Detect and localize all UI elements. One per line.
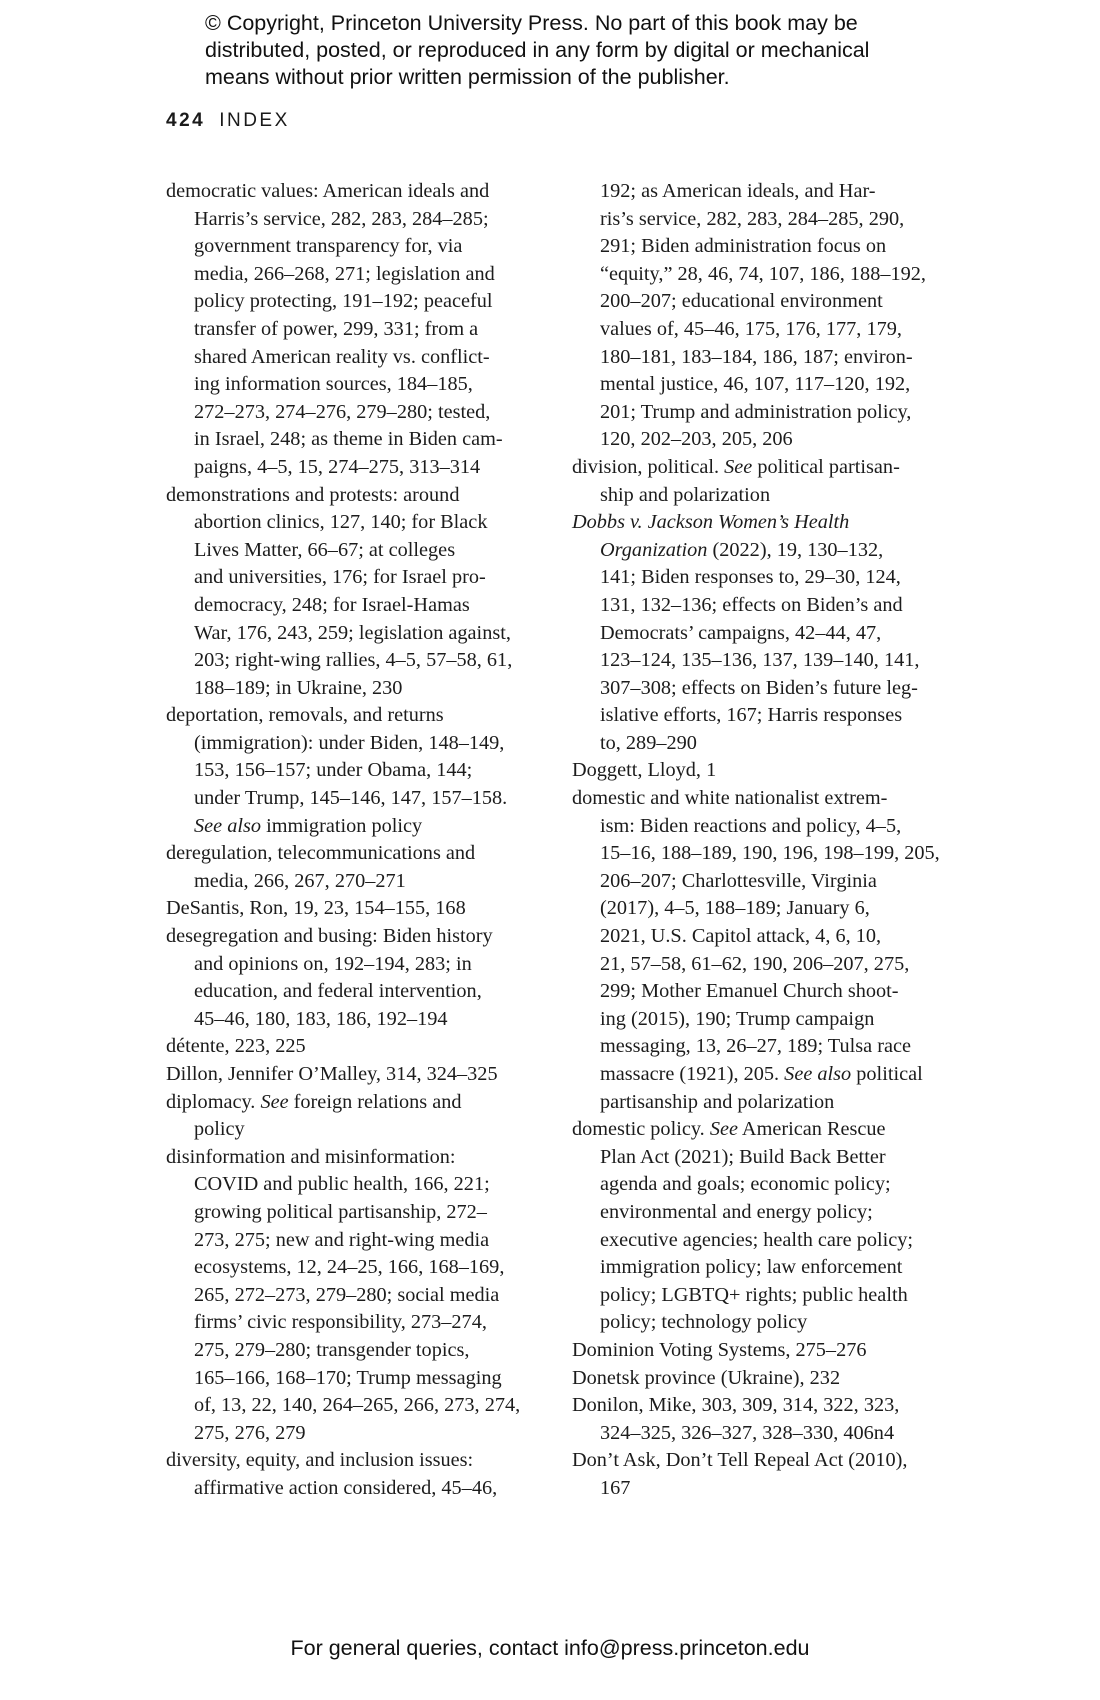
index-text: democratic values: American ideals and	[166, 180, 490, 202]
index-text: 21, 57–58, 61–62, 190, 206–207, 275,	[600, 952, 910, 975]
index-text: 275, 276, 279	[194, 1421, 306, 1444]
index-text: 203; right-wing rallies, 4–5, 57–58, 61,	[194, 649, 513, 672]
index-continuation-line	[572, 316, 944, 344]
index-continuation-line	[166, 1420, 538, 1448]
index-continuation-line	[572, 840, 944, 868]
index-column-left	[166, 178, 538, 1503]
index-continuation-line	[572, 813, 944, 841]
page-number: 424	[166, 110, 206, 131]
index-continuation-line	[572, 261, 944, 289]
index-text: “equity,” 28, 46, 74, 107, 186, 188–192,	[600, 262, 926, 285]
index-continuation-line	[572, 178, 944, 206]
index-continuation-line	[572, 868, 944, 896]
index-continuation-line	[166, 1006, 538, 1034]
index-continuation-line	[166, 1337, 538, 1365]
index-text: policy; technology policy	[600, 1311, 808, 1334]
index-entry-line	[572, 1392, 944, 1420]
index-continuation-line	[166, 978, 538, 1006]
index-continuation-line	[572, 564, 944, 592]
index-text: COVID and public health, 166, 221;	[194, 1173, 490, 1196]
index-text: in Israel, 248; as theme in Biden cam-	[194, 428, 503, 451]
index-text: partisanship and polarization	[600, 1090, 835, 1113]
index-text: under Trump, 145–146, 147, 157–158.	[194, 787, 508, 810]
index-continuation-line	[166, 454, 538, 482]
index-continuation-line	[572, 1089, 944, 1117]
index-text: policy	[194, 1118, 245, 1141]
index-continuation-line	[572, 592, 944, 620]
index-entry-line	[166, 702, 538, 730]
index-continuation-line	[166, 371, 538, 399]
copyright-notice	[205, 10, 965, 91]
index-text: Donilon, Mike, 303, 309, 314, 322, 323,	[572, 1394, 900, 1417]
index-italic-text: See also	[784, 1063, 852, 1085]
index-continuation-line	[166, 1199, 538, 1227]
index-text: foreign relations and	[288, 1090, 462, 1113]
index-entry-line	[572, 757, 944, 785]
index-text: government transparency for, via	[194, 235, 463, 258]
index-text: (immigration): under Biden, 148–149,	[194, 731, 505, 754]
index-continuation-line	[166, 1392, 538, 1420]
index-entry-line	[166, 178, 538, 206]
index-text: transfer of power, 299, 331; from a	[194, 317, 479, 340]
index-text: Don’t Ask, Don’t Tell Repeal Act (2010),	[572, 1449, 908, 1472]
index-continuation-line	[166, 951, 538, 979]
index-entry-line	[572, 454, 944, 482]
index-text: of, 13, 22, 140, 264–265, 266, 273, 274,	[194, 1394, 521, 1417]
index-text: paigns, 4–5, 15, 274–275, 313–314	[194, 455, 481, 478]
index-text: détente, 223, 225	[166, 1035, 306, 1058]
index-entry-line	[166, 1061, 538, 1089]
index-text: Lives Matter, 66–67; at colleges	[194, 538, 456, 561]
index-text: agenda and goals; economic policy;	[600, 1173, 891, 1196]
index-text: 192; as American ideals, and Har-	[600, 180, 876, 202]
index-text: deportation, removals, and returns	[166, 704, 444, 727]
index-continuation-line	[572, 537, 944, 565]
index-entry-line	[572, 509, 944, 537]
index-continuation-line	[166, 1309, 538, 1337]
index-continuation-line	[572, 1006, 944, 1034]
index-text: 206–207; Charlottesville, Virginia	[600, 869, 877, 892]
index-continuation-line	[572, 1282, 944, 1310]
index-text: media, 266–268, 271; legislation and	[194, 262, 495, 285]
index-entry-line	[166, 1033, 538, 1061]
index-continuation-line	[572, 1033, 944, 1061]
index-continuation-line	[166, 316, 538, 344]
index-continuation-line	[572, 730, 944, 758]
index-text: 120, 202–203, 205, 206	[600, 428, 793, 451]
index-text: 131, 132–136; effects on Biden’s and	[600, 593, 903, 616]
index-italic-text: See	[724, 455, 753, 478]
index-continuation-line	[166, 233, 538, 261]
index-entry-line	[166, 923, 538, 951]
index-continuation-line	[166, 1282, 538, 1310]
index-continuation-line	[572, 951, 944, 979]
index-text: policy protecting, 191–192; peaceful	[194, 290, 493, 313]
index-continuation-line	[166, 1365, 538, 1393]
index-text: immigration policy	[261, 814, 423, 837]
index-text: Plan Act (2021); Build Back Better	[600, 1145, 886, 1168]
copyright-line: means without prior written permission of the publisher.	[205, 65, 730, 89]
index-text: Doggett, Lloyd, 1	[572, 759, 717, 782]
index-text: and universities, 176; for Israel pro-	[194, 566, 486, 589]
index-text: political partisan-	[752, 455, 900, 478]
index-text: 15–16, 188–189, 190, 196, 198–199, 205,	[600, 842, 940, 865]
index-continuation-line	[166, 288, 538, 316]
index-entry-line	[572, 785, 944, 813]
index-continuation-line	[572, 1254, 944, 1282]
index-text: 188–189; in Ukraine, 230	[194, 676, 403, 699]
index-text: abortion clinics, 127, 140; for Black	[194, 511, 488, 534]
index-text: 165–166, 168–170; Trump messaging	[194, 1366, 502, 1389]
index-text: mental justice, 46, 107, 117–120, 192,	[600, 373, 911, 396]
index-text: massacre (1921), 205.	[600, 1063, 785, 1085]
index-continuation-line	[572, 1227, 944, 1255]
index-continuation-line	[166, 675, 538, 703]
contact-footer: For general queries, contact info@press.princeton.edu	[290, 1636, 810, 1660]
index-entry-line	[166, 1144, 538, 1172]
index-text: firms’ civic responsibility, 273–274,	[194, 1311, 487, 1334]
index-continuation-line	[572, 675, 944, 703]
index-text: desegregation and busing: Biden history	[166, 925, 493, 948]
index-text: 299; Mother Emanuel Church shoot-	[600, 980, 899, 1003]
index-continuation-line	[166, 206, 538, 234]
index-entry-line	[572, 1337, 944, 1365]
index-continuation-line	[572, 895, 944, 923]
index-continuation-line	[572, 1061, 944, 1089]
index-text: to, 289–290	[600, 731, 697, 754]
index-text: division, political.	[572, 455, 725, 478]
index-text: growing political partisanship, 272–	[194, 1200, 487, 1223]
index-text: Dominion Voting Systems, 275–276	[572, 1338, 867, 1361]
index-continuation-line	[166, 620, 538, 648]
index-column-right	[572, 178, 944, 1503]
index-text: Democrats’ campaigns, 42–44, 47,	[600, 621, 882, 644]
index-text: immigration policy; law enforcement	[600, 1256, 903, 1279]
index-text: 167	[600, 1476, 631, 1499]
index-entry-line	[572, 1116, 944, 1144]
index-text: affirmative action considered, 45–46,	[194, 1476, 498, 1499]
index-continuation-line	[572, 1420, 944, 1448]
index-continuation-line	[572, 1309, 944, 1337]
index-continuation-line	[166, 1116, 538, 1144]
index-text: media, 266, 267, 270–271	[194, 869, 406, 892]
copyright-line: © Copyright, Princeton University Press. No part of this book may be	[205, 11, 858, 35]
index-text: ing (2015), 190; Trump campaign	[600, 1007, 875, 1030]
index-continuation-line	[572, 620, 944, 648]
index-continuation-line	[166, 509, 538, 537]
index-text: democracy, 248; for Israel-Hamas	[194, 593, 470, 616]
index-continuation-line	[572, 426, 944, 454]
index-continuation-line	[166, 868, 538, 896]
index-text: and opinions on, 192–194, 283; in	[194, 952, 472, 975]
index-text: (2017), 4–5, 188–189; January 6,	[600, 897, 870, 920]
index-text: 200–207; educational environment	[600, 290, 883, 313]
index-continuation-line	[572, 647, 944, 675]
index-continuation-line	[166, 1254, 538, 1282]
index-continuation-line	[166, 426, 538, 454]
index-continuation-line	[572, 923, 944, 951]
index-text: 324–325, 326–327, 328–330, 406n4	[600, 1421, 895, 1444]
index-italic-text: See	[260, 1090, 289, 1113]
index-continuation-line	[166, 1475, 538, 1503]
index-continuation-line	[166, 592, 538, 620]
index-continuation-line	[572, 482, 944, 510]
index-text: environmental and energy policy;	[600, 1200, 873, 1223]
index-text: education, and federal intervention,	[194, 980, 482, 1003]
index-entry-line	[166, 1089, 538, 1117]
index-text: domestic policy.	[572, 1118, 710, 1141]
index-continuation-line	[572, 233, 944, 261]
index-text: (2022), 19, 130–132,	[707, 538, 884, 561]
index-continuation-line	[572, 206, 944, 234]
copyright-line: distributed, posted, or reproduced in any form by digital or mechanical	[205, 38, 870, 62]
index-text: executive agencies; health care policy;	[600, 1228, 914, 1251]
index-continuation-line	[166, 757, 538, 785]
index-entry-line	[166, 895, 538, 923]
index-continuation-line	[166, 813, 538, 841]
index-text: ris’s service, 282, 283, 284–285, 290,	[600, 207, 905, 230]
index-text: 291; Biden administration focus on	[600, 235, 887, 258]
index-continuation-line	[166, 261, 538, 289]
index-text: 45–46, 180, 183, 186, 192–194	[194, 1007, 448, 1030]
index-text: American Rescue	[737, 1118, 886, 1141]
index-text: ecosystems, 12, 24–25, 166, 168–169,	[194, 1256, 505, 1279]
index-continuation-line	[166, 344, 538, 372]
index-text: 272–273, 274–276, 279–280; tested,	[194, 400, 491, 423]
index-italic-text: See	[709, 1118, 738, 1141]
index-continuation-line	[572, 702, 944, 730]
index-text: values of, 45–46, 175, 176, 177, 179,	[600, 317, 902, 340]
index-text: 153, 156–157; under Obama, 144;	[194, 759, 473, 782]
index-text: Harris’s service, 282, 283, 284–285;	[194, 207, 489, 230]
index-text: 307–308; effects on Biden’s future leg-	[600, 676, 918, 699]
index-continuation-line	[166, 1171, 538, 1199]
index-continuation-line	[166, 537, 538, 565]
index-continuation-line	[572, 371, 944, 399]
index-text: disinformation and misinformation:	[166, 1145, 456, 1168]
index-text: 123–124, 135–136, 137, 139–140, 141,	[600, 649, 920, 672]
index-continuation-line	[572, 1144, 944, 1172]
index-continuation-line	[572, 344, 944, 372]
index-entry-line	[166, 482, 538, 510]
index-text: DeSantis, Ron, 19, 23, 154–155, 168	[166, 897, 466, 920]
index-continuation-line	[572, 399, 944, 427]
index-italic-text: Dobbs v. Jackson Women’s Health	[572, 511, 850, 534]
index-text: islative efforts, 167; Harris responses	[600, 704, 903, 727]
index-continuation-line	[166, 785, 538, 813]
index-text: political	[851, 1063, 923, 1085]
index-text: domestic and white nationalist extrem-	[572, 787, 888, 810]
section-title: INDEX	[219, 110, 290, 131]
index-text: diversity, equity, and inclusion issues:	[166, 1449, 474, 1472]
index-continuation-line	[166, 730, 538, 758]
index-text: 180–181, 183–184, 186, 187; environ-	[600, 345, 913, 368]
index-continuation-line	[166, 399, 538, 427]
index-italic-text: Organization	[600, 538, 708, 561]
index-text: 275, 279–280; transgender topics,	[194, 1338, 470, 1361]
index-continuation-line	[572, 1171, 944, 1199]
index-text: ing information sources, 184–185,	[194, 373, 473, 396]
index-text: 265, 272–273, 279–280; social media	[194, 1283, 500, 1306]
index-text: 273, 275; new and right-wing media	[194, 1228, 490, 1251]
index-text: 201; Trump and administration policy,	[600, 400, 912, 423]
index-continuation-line	[572, 288, 944, 316]
index-continuation-line	[166, 1227, 538, 1255]
running-head	[166, 110, 290, 132]
index-continuation-line	[572, 1475, 944, 1503]
index-entry-line	[572, 1447, 944, 1475]
index-text: deregulation, telecommunications and	[166, 842, 476, 865]
index-text: ism: Biden reactions and policy, 4–5,	[600, 814, 902, 837]
index-text: Donetsk province (Ukraine), 232	[572, 1366, 841, 1389]
index-entry-line	[166, 1447, 538, 1475]
index-text: policy; LGBTQ+ rights; public health	[600, 1283, 908, 1306]
index-text: demonstrations and protests: around	[166, 483, 460, 506]
index-text: messaging, 13, 26–27, 189; Tulsa race	[600, 1035, 911, 1058]
index-text: War, 176, 243, 259; legislation against,	[194, 621, 511, 644]
index-continuation-line	[166, 647, 538, 675]
index-text: 2021, U.S. Capitol attack, 4, 6, 10,	[600, 925, 882, 948]
index-continuation-line	[572, 978, 944, 1006]
index-italic-text: See also	[194, 814, 262, 837]
index-text: ship and polarization	[600, 483, 771, 506]
index-text: shared American reality vs. conflict-	[194, 345, 490, 368]
index-entry-line	[166, 840, 538, 868]
index-text: Dillon, Jennifer O’Malley, 314, 324–325	[166, 1063, 498, 1085]
index-continuation-line	[572, 1199, 944, 1227]
index-entry-line	[572, 1365, 944, 1393]
index-text: diplomacy.	[166, 1090, 261, 1113]
index-continuation-line	[166, 564, 538, 592]
index-text: 141; Biden responses to, 29–30, 124,	[600, 566, 901, 589]
